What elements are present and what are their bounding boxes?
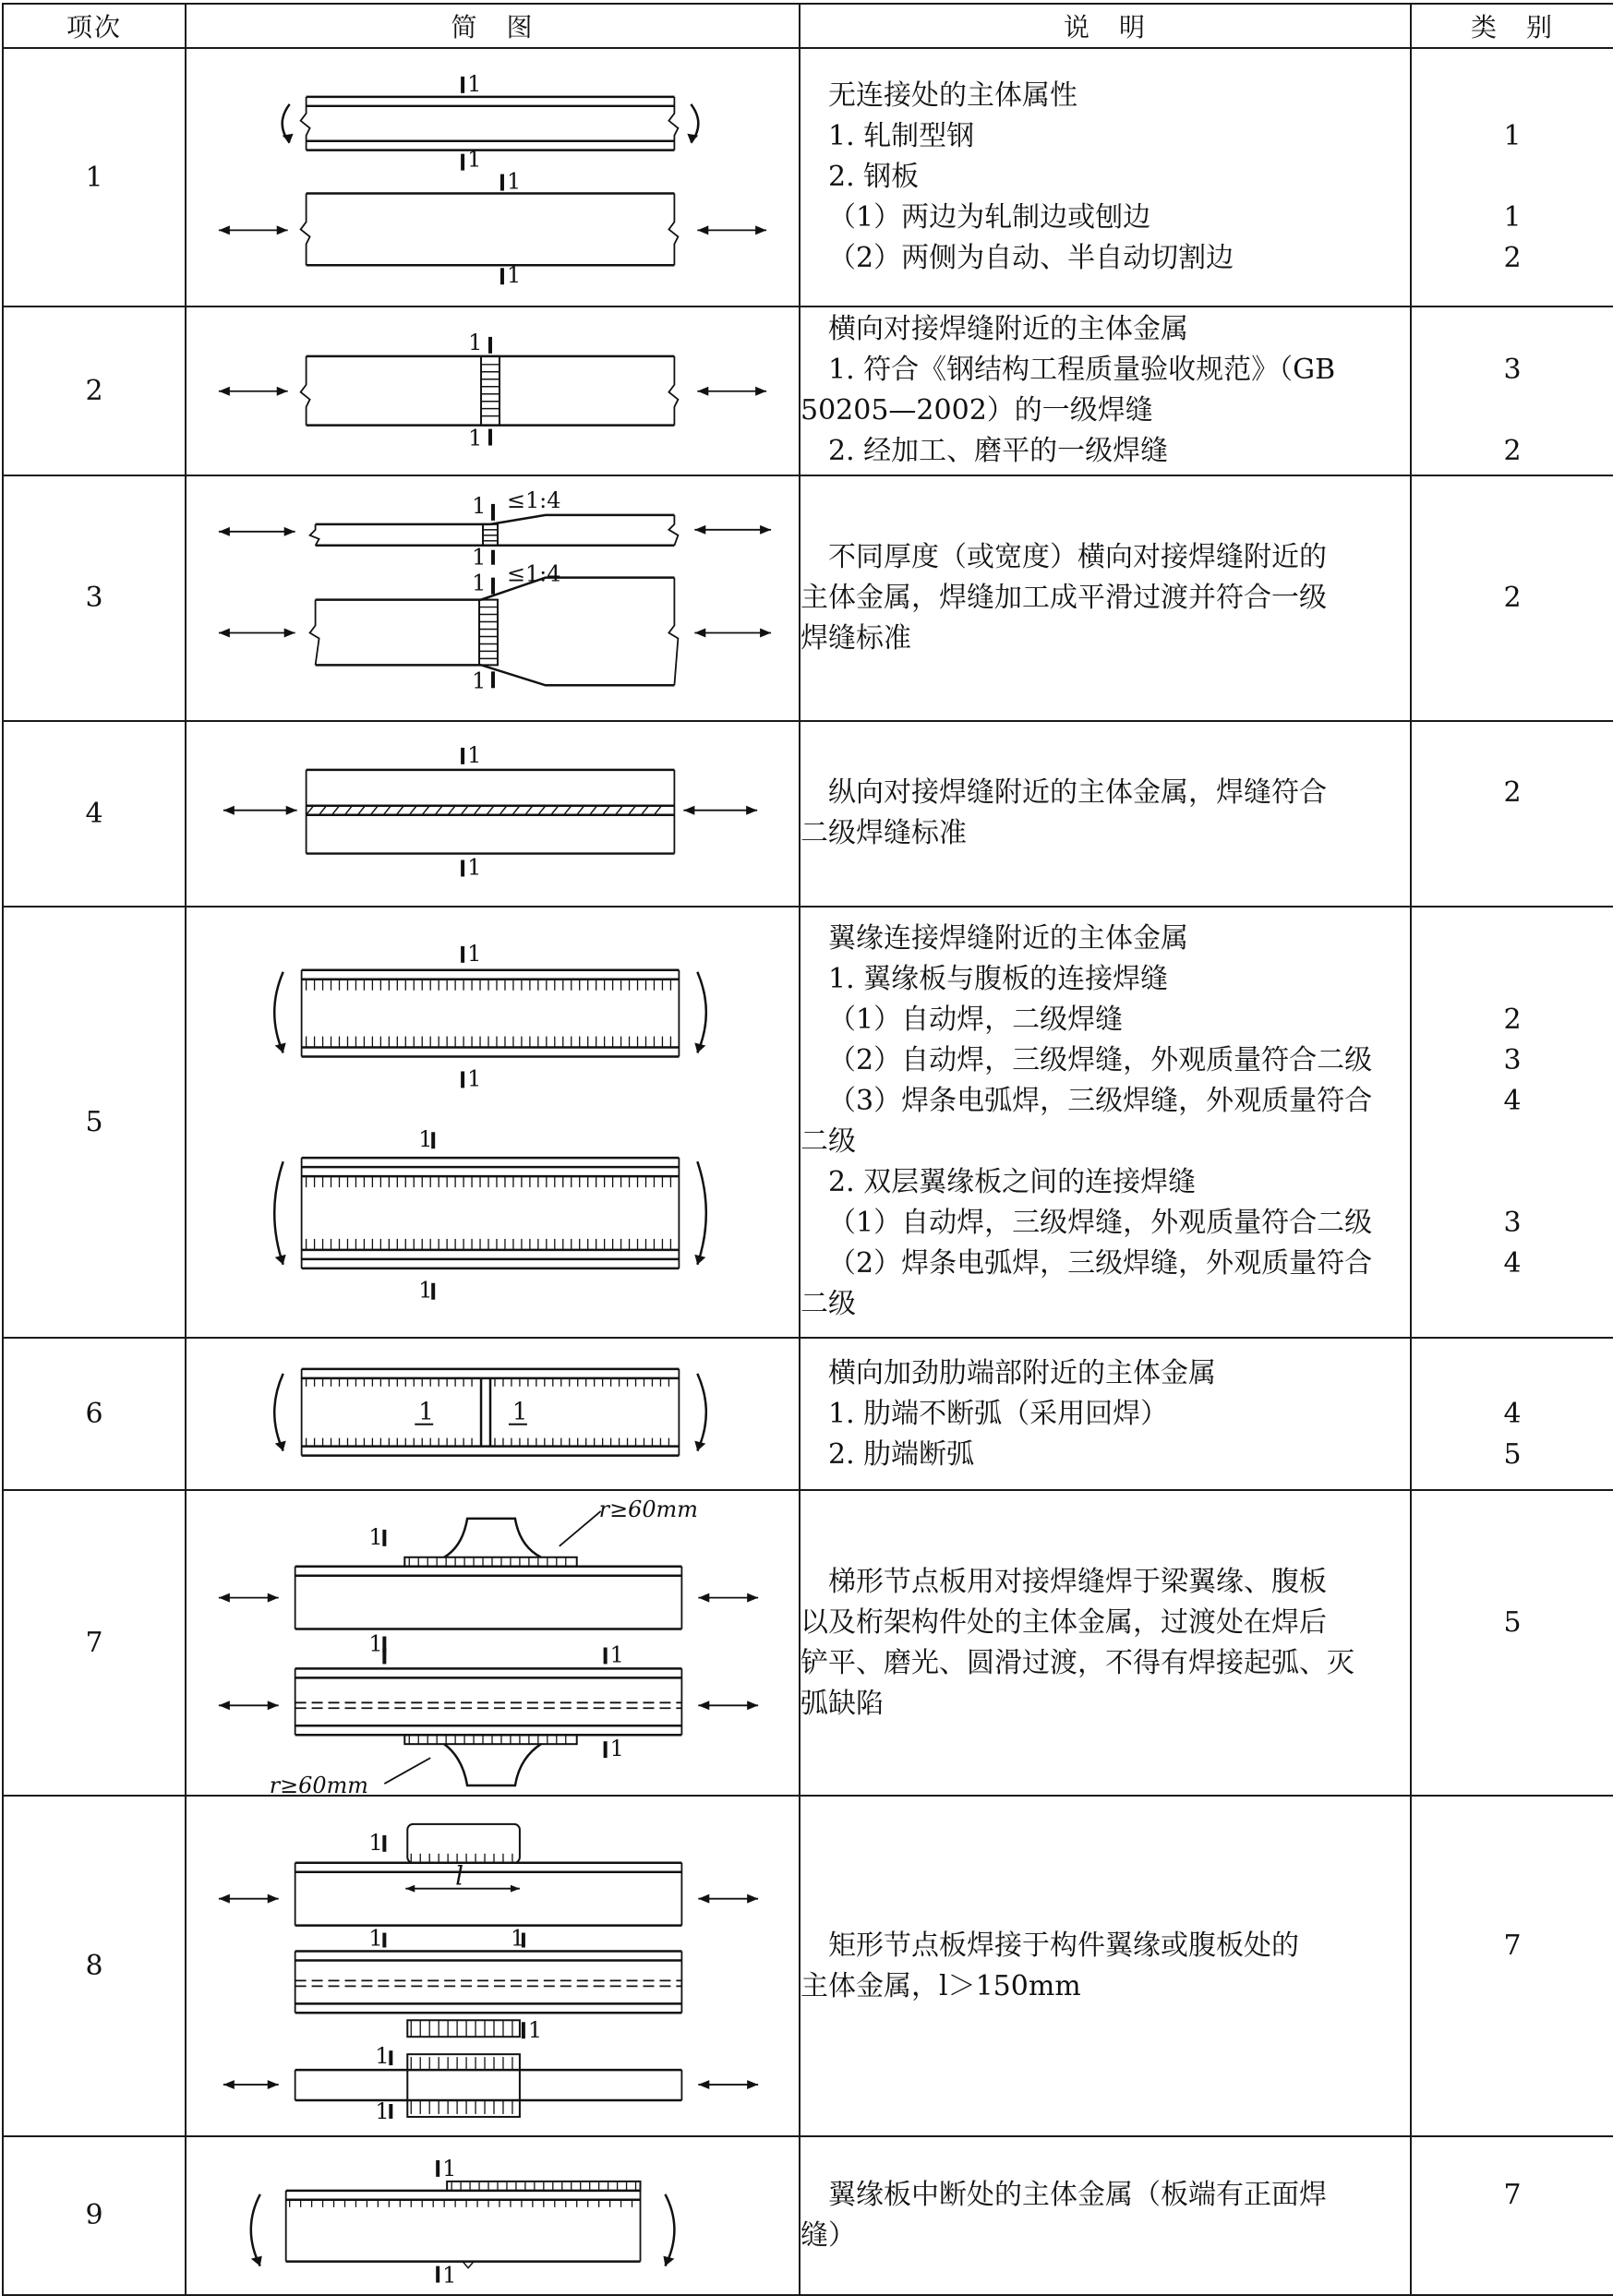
- weld-hatch: [654, 806, 661, 815]
- row-figure: [186, 1338, 800, 1491]
- table-row: [3, 907, 1613, 1338]
- row-number: 1: [3, 48, 186, 307]
- desc-line: （2）两侧为自动、半自动切割边: [828, 242, 1234, 275]
- row-description: [800, 1490, 1411, 1796]
- weld-hatch: [474, 806, 481, 815]
- desc-line: 横向对接焊缝附近的主体金属: [828, 313, 1188, 346]
- row-description: [800, 48, 1411, 307]
- weld-hatch: [551, 806, 559, 815]
- row-figure: [186, 307, 800, 475]
- section-label: 1: [368, 1925, 383, 1952]
- desc-line: （2）自动焊，三级焊缝，外观质量符合二级: [828, 1044, 1373, 1077]
- section-label: 1: [472, 667, 487, 693]
- weld-hatch: [383, 806, 391, 815]
- weld-hatch: [357, 806, 365, 815]
- table-row: [3, 2136, 1613, 2294]
- class-value: 5: [1503, 1437, 1522, 1471]
- section-label: 1: [506, 168, 522, 195]
- row-number: 3: [3, 475, 186, 721]
- desc-line: 2. 钢板: [828, 161, 920, 194]
- row-number: 4: [3, 721, 186, 907]
- desc-line: 二级: [800, 1288, 856, 1321]
- desc-line: 翼缘连接焊缝附近的主体金属: [828, 922, 1188, 956]
- row-number: 8: [3, 1796, 186, 2136]
- section-label: 1: [467, 741, 482, 768]
- section-label: 1: [368, 1524, 383, 1551]
- row-class: [1411, 2136, 1613, 2294]
- row-class: [1411, 721, 1613, 907]
- table-row: [3, 48, 1613, 307]
- desc-line: 二级焊缝标准: [800, 817, 967, 850]
- weld-hatch: [461, 806, 468, 815]
- weld-hatch: [487, 806, 494, 815]
- desc-line: （1）两边为轧制边或刨边: [828, 201, 1151, 234]
- class-value: 1: [1503, 201, 1522, 234]
- class-value: [1412, 959, 1613, 1000]
- weld-hatch: [590, 806, 597, 815]
- figure-4-diagram: [187, 722, 799, 906]
- weld-hatch: [344, 806, 352, 815]
- table-row: [3, 1338, 1613, 1491]
- header-description: 说 明: [800, 4, 1411, 48]
- weld-hatch: [422, 806, 429, 815]
- slope-label: ≤1:4: [506, 560, 561, 587]
- radius-label: r≥60mm: [598, 1497, 698, 1523]
- weld-hatch: [396, 806, 403, 815]
- class-value: 3: [1503, 1044, 1522, 1077]
- row-description: [800, 907, 1411, 1338]
- figure-1-diagram: [187, 49, 799, 306]
- section-label: 1: [467, 854, 482, 881]
- desc-line: 二级: [800, 1125, 856, 1159]
- table-row: [3, 475, 1613, 721]
- section-label: 1: [467, 70, 482, 97]
- row-figure: [186, 1796, 800, 2136]
- class-value: 7: [1503, 1929, 1522, 1962]
- weld-hatch: [448, 806, 455, 815]
- row-description: [800, 1796, 1411, 2136]
- weld-hatch: [564, 806, 572, 815]
- weld-hatch: [512, 806, 520, 815]
- row-description: [800, 475, 1411, 721]
- section-label: 1: [512, 1398, 528, 1426]
- class-value: 4: [1503, 1397, 1522, 1430]
- class-value: 3: [1503, 1207, 1522, 1240]
- weld-hatch: [603, 806, 610, 815]
- weld-hatch: [332, 806, 340, 815]
- row-class: [1411, 1490, 1613, 1796]
- figure-2-diagram: [187, 307, 799, 474]
- class-value: [1412, 1562, 1613, 1603]
- weld-hatch: [616, 806, 623, 815]
- desc-line: 1. 符合《钢结构工程质量验收规范》（GB: [828, 354, 1336, 387]
- class-value: [1412, 619, 1613, 659]
- class-value: [1412, 391, 1613, 431]
- desc-line: （3）焊条电弧焊，三级焊缝，外观质量符合: [828, 1085, 1373, 1118]
- row-description: [800, 307, 1411, 475]
- class-value: [1412, 76, 1613, 116]
- table-row: [3, 1490, 1613, 1796]
- class-value: 2: [1503, 776, 1522, 810]
- desc-line: 2. 肋端断弧: [828, 1437, 975, 1471]
- row-class: [1411, 475, 1613, 721]
- weld-hatch: [307, 806, 314, 815]
- figure-5-diagram: [187, 908, 799, 1337]
- row-figure: [186, 48, 800, 307]
- section-label: 1: [467, 1065, 482, 1092]
- class-value: [1412, 919, 1613, 959]
- class-value: [1412, 1353, 1613, 1394]
- section-label: 1: [418, 1277, 433, 1304]
- section-label: 1: [442, 2156, 457, 2182]
- class-value: [1412, 1643, 1613, 1684]
- desc-line: 铲平、磨光、圆滑过渡，不得有焊接起弧、灭: [800, 1646, 1354, 1679]
- class-value: 4: [1503, 1247, 1522, 1280]
- slope-label: ≤1:4: [506, 487, 561, 513]
- row-class: [1411, 1338, 1613, 1491]
- desc-line: （1）自动焊，三级焊缝，外观质量符合二级: [828, 1207, 1373, 1240]
- section-label: 1: [467, 146, 482, 173]
- row-figure: [186, 907, 800, 1338]
- length-label: l: [455, 1860, 464, 1892]
- desc-line: 横向加劲肋端部附近的主体金属: [828, 1356, 1216, 1389]
- weld-hatch: [642, 806, 649, 815]
- section-label: 1: [609, 1736, 624, 1762]
- row-number: 5: [3, 907, 186, 1338]
- desc-line: 无连接处的主体属性: [828, 79, 1077, 113]
- row-description: [800, 2136, 1411, 2294]
- class-value: [1412, 813, 1613, 854]
- class-value: 1: [1503, 120, 1522, 153]
- weld-category-table: [2, 3, 1613, 2296]
- table-row: [3, 721, 1613, 907]
- row-figure: [186, 475, 800, 721]
- desc-line: 2. 双层翼缘板之间的连接焊缝: [828, 1166, 1197, 1199]
- class-value: [1412, 1162, 1613, 1203]
- section-label: 1: [510, 1925, 525, 1952]
- section-label: 1: [506, 262, 522, 289]
- header-no: 项次: [3, 4, 186, 48]
- section-label: 1: [468, 330, 483, 356]
- figure-8-diagram: [187, 1797, 799, 2135]
- table-row: [3, 307, 1613, 475]
- desc-line: 纵向对接焊缝附近的主体金属，焊缝符合: [828, 776, 1327, 810]
- class-value: [1412, 537, 1613, 578]
- section-label: 1: [472, 570, 487, 596]
- desc-line: 矩形节点板焊接于构件翼缘或腹板处的: [828, 1929, 1299, 1962]
- row-figure: [186, 721, 800, 907]
- figure-6-diagram: [187, 1339, 799, 1490]
- section-label: 1: [442, 2262, 457, 2289]
- class-value: 4: [1503, 1085, 1522, 1118]
- row-description: [800, 1338, 1411, 1491]
- desc-line: 焊缝标准: [800, 621, 911, 655]
- desc-line: （2）焊条电弧焊，三级焊缝，外观质量符合: [828, 1247, 1373, 1280]
- desc-line: 翼缘板中断处的主体金属（板端有正面焊: [828, 2178, 1327, 2211]
- section-label: 1: [527, 2017, 543, 2044]
- row-figure: [186, 1490, 800, 1796]
- row-number: 2: [3, 307, 186, 475]
- table-row: [3, 1796, 1613, 2136]
- figure-9-diagram: [187, 2137, 799, 2293]
- desc-line: 50205—2002）的一级焊缝: [800, 394, 1153, 427]
- weld-hatch: [525, 806, 533, 815]
- class-value: [1412, 2216, 1613, 2256]
- class-value: 7: [1503, 2178, 1522, 2211]
- weld-hatch: [409, 806, 416, 815]
- radius-label: r≥60mm: [269, 1773, 368, 1796]
- weld-hatch: [370, 806, 378, 815]
- header-figure: 简 图: [186, 4, 800, 48]
- weld-hatch: [500, 806, 507, 815]
- row-number: 9: [3, 2136, 186, 2294]
- desc-line: 弧缺陷: [800, 1687, 884, 1720]
- class-value: [1412, 1966, 1613, 2007]
- class-value: 5: [1503, 1605, 1522, 1639]
- weld-hatch: [435, 806, 442, 815]
- section-label: 1: [418, 1398, 434, 1426]
- desc-line: 2. 经加工、磨平的一级焊缝: [828, 435, 1169, 468]
- desc-line: 主体金属，焊缝加工成平滑过渡并符合一级: [800, 581, 1327, 614]
- section-label: 1: [375, 2043, 390, 2070]
- section-label: 1: [418, 1126, 433, 1153]
- row-figure: [186, 2136, 800, 2294]
- section-label: 1: [368, 1830, 383, 1857]
- desc-line: 不同厚度（或宽度）横向对接焊缝附近的: [828, 540, 1327, 573]
- row-number: 6: [3, 1338, 186, 1491]
- desc-line: （1）自动焊，二级焊缝: [828, 1004, 1124, 1037]
- section-label: 1: [375, 2098, 390, 2125]
- desc-line: 以及桁架构件处的主体金属，过渡处在焊后: [800, 1605, 1327, 1639]
- class-value: 2: [1503, 1004, 1522, 1037]
- weld-hatch: [319, 806, 327, 815]
- figure-3-diagram: [187, 476, 799, 720]
- desc-line: 梯形节点板用对接焊缝焊于梁翼缘、腹板: [828, 1565, 1327, 1598]
- row-description: [800, 721, 1411, 907]
- row-number: 7: [3, 1490, 186, 1796]
- section-label: 1: [467, 941, 482, 968]
- weld-hatch: [629, 806, 636, 815]
- row-class: [1411, 307, 1613, 475]
- weld-hatch: [538, 806, 546, 815]
- class-value: 2: [1503, 435, 1522, 468]
- section-label: 1: [468, 425, 483, 451]
- class-value: [1412, 309, 1613, 350]
- row-class: [1411, 1796, 1613, 2136]
- class-value: [1412, 1284, 1613, 1325]
- section-label: 1: [368, 1630, 383, 1657]
- weld-hatch: [577, 806, 584, 815]
- desc-line: 1. 肋端不断弧（采用回焊）: [828, 1397, 1169, 1430]
- row-class: [1411, 907, 1613, 1338]
- class-value: 2: [1503, 581, 1522, 614]
- desc-line: 1. 轧制型钢: [828, 120, 975, 153]
- desc-line: 1. 翼缘板与腹板的连接焊缝: [828, 963, 1169, 996]
- section-label: 1: [472, 544, 487, 571]
- desc-line: 主体金属，l＞150mm: [800, 1969, 1081, 2002]
- section-label: 1: [609, 1641, 624, 1668]
- row-class: [1411, 48, 1613, 307]
- class-value: 2: [1503, 242, 1522, 275]
- class-value: [1412, 1684, 1613, 1725]
- table-header-row: [3, 4, 1613, 48]
- section-label: 1: [472, 492, 487, 519]
- class-value: [1412, 1122, 1613, 1162]
- header-class: 类 别: [1411, 4, 1613, 48]
- class-value: 3: [1503, 354, 1522, 387]
- figure-7-diagram: [187, 1491, 799, 1795]
- desc-line: 缝）: [800, 2218, 856, 2252]
- class-value: [1412, 157, 1613, 198]
